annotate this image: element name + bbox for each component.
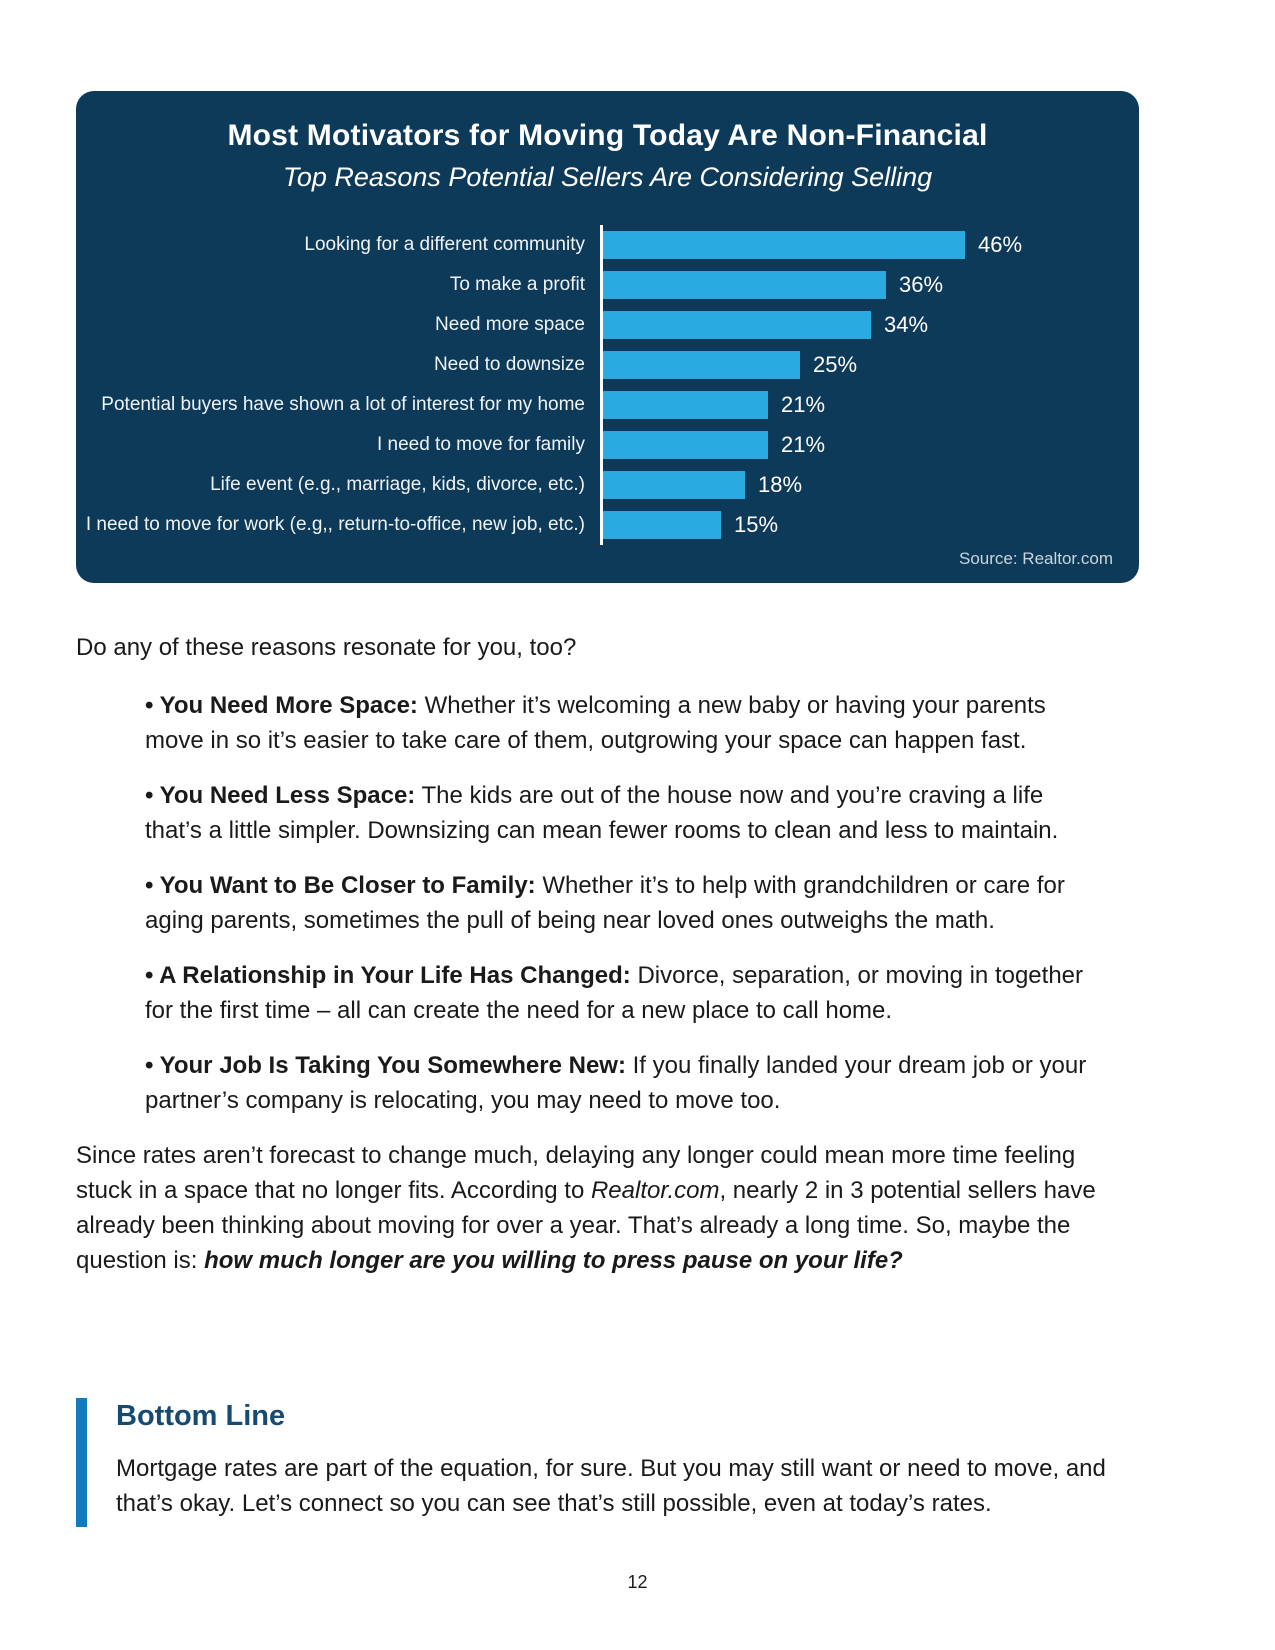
bar: [603, 231, 965, 259]
page-number: 12: [627, 1572, 648, 1592]
bullet-text: Whether it’s welcoming a new baby or having your parents move in so it’s easier to take care of them, outgrowing your space can happen fast.: [145, 692, 1046, 754]
bullet-item: [145, 1048, 1105, 1118]
chart-row: [76, 425, 1139, 465]
bar-area: [600, 505, 1139, 545]
closing-text-1: Since rates aren’t forecast to change much, delaying any longer could mean more time feeling stuck in a space that no longer fits. According to: [76, 1142, 1076, 1204]
chart-row: [76, 385, 1139, 425]
bar: [603, 311, 871, 339]
chart-title: Most Motivators for Moving Today Are Non-Financial: [227, 119, 988, 152]
bar-area: [600, 225, 1139, 265]
bullet-text: Whether it’s to help with grandchildren or care for aging parents, sometimes the pull of being near loved ones outweighs the math.: [145, 872, 1065, 934]
chart-row: [76, 225, 1139, 265]
bar-value-label: 18%: [758, 472, 803, 497]
bar-category-label: To make a profit: [449, 273, 585, 295]
bar-area: [600, 385, 1139, 425]
bullet-lead: • Your Job Is Taking You Somewhere New:: [145, 1052, 626, 1079]
bullet-text: If you finally landed your dream job or your partner’s company is relocating, you may need to move too.: [145, 1052, 1087, 1114]
bar-category-label: Need more space: [435, 313, 585, 335]
bar-area: [600, 265, 1139, 305]
chart-source: Source: Realtor.com: [958, 549, 1113, 568]
bar: [603, 391, 768, 419]
bar-value-label: 25%: [813, 352, 858, 377]
bottom-line-content: [87, 1398, 1126, 1527]
bar-category-label: Need to downsize: [433, 353, 585, 375]
bar: [603, 351, 800, 379]
chart-row: [76, 465, 1139, 505]
closing-italic-source: Realtor.com: [590, 1177, 720, 1204]
bar-value-label: 21%: [781, 432, 826, 457]
bar-area: [600, 345, 1139, 385]
bar: [603, 271, 886, 299]
bar-area: [600, 305, 1139, 345]
bullet-item: [145, 868, 1105, 938]
bar-area: [600, 465, 1139, 505]
bar-area: [600, 425, 1139, 465]
chart-card: [76, 91, 1139, 583]
closing-text-2: , nearly 2 in 3 potential sellers have already been thinking about moving for over a year. That’s already a long time. So, maybe the question is:: [76, 1177, 1096, 1274]
bar-chart: [76, 225, 1139, 545]
bar-value-label: 36%: [899, 272, 944, 297]
bar-value-label: 34%: [884, 312, 929, 337]
bullet-lead: • You Want to Be Closer to Family:: [145, 872, 536, 899]
chart-row: [76, 305, 1139, 345]
bar-category-label: I need to move for family: [376, 433, 585, 455]
chart-subtitle: Top Reasons Potential Sellers Are Considering Selling: [282, 162, 933, 192]
bullet-item: [145, 688, 1105, 758]
bar-value-label: 46%: [978, 232, 1023, 257]
bullet-text: The kids are out of the house now and you’re craving a life that’s a little simpler. Downsizing can mean fewer rooms to clean and less to maintain.: [145, 782, 1059, 844]
closing-emphasis-question: how much longer are you willing to press pause on your life?: [204, 1247, 903, 1274]
bullet-text: Divorce, separation, or moving in together for the first time – all can create the need for a new place to call home.: [145, 962, 1084, 1024]
chart-row: [76, 345, 1139, 385]
accent-bar: [76, 1398, 87, 1527]
intro-question: Do any of these reasons resonate for you, too?: [76, 634, 577, 661]
bar-category-label: I need to move for work (e.g,, return-to-office, new job, etc.): [85, 513, 585, 535]
chart-row: [76, 505, 1139, 545]
bottom-line-heading: Bottom Line: [116, 1400, 286, 1432]
chart-row: [76, 265, 1139, 305]
bullet-lead: • You Need Less Space:: [145, 782, 416, 809]
closing-paragraph: [76, 1138, 1116, 1278]
bar: [603, 431, 768, 459]
bullet-list: [145, 688, 1105, 1138]
bar-category-label: Life event (e.g., marriage, kids, divorce, etc.): [210, 473, 585, 495]
bullet-item: [145, 958, 1105, 1028]
bar-value-label: 21%: [781, 392, 826, 417]
bar: [603, 511, 721, 539]
bar: [603, 471, 745, 499]
bar-category-label: Potential buyers have shown a lot of interest for my home: [101, 393, 585, 415]
bottom-line-text: Mortgage rates are part of the equation, for sure. But you may still want or need to move, and that’s okay. Let’s connect so you can see that’s still possible, even at today’s rates.: [116, 1455, 1106, 1517]
bullet-lead: • You Need More Space:: [145, 692, 418, 719]
bottom-line-section: [76, 1398, 1136, 1527]
bullet-lead: • A Relationship in Your Life Has Changed:: [145, 962, 631, 989]
bullet-item: [145, 778, 1105, 848]
bar-value-label: 15%: [734, 512, 779, 537]
bar-category-label: Looking for a different community: [304, 233, 585, 255]
